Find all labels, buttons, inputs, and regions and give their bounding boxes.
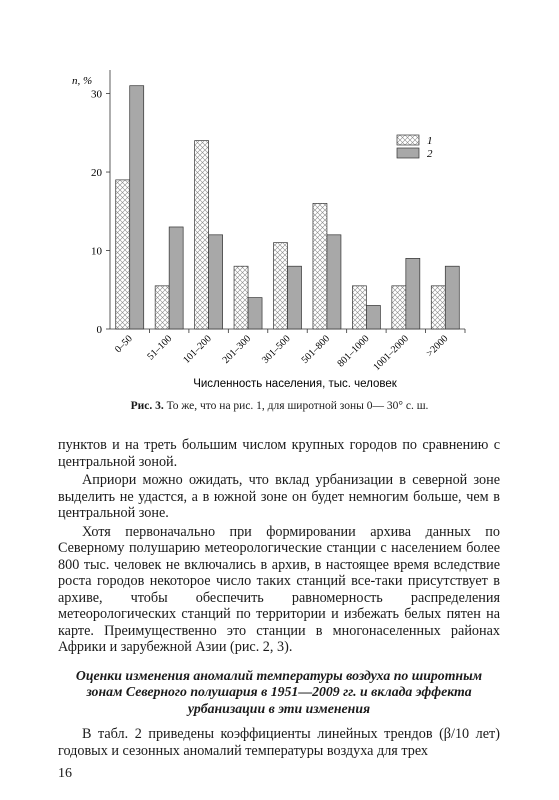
x-tick-label: 801–1000: [335, 333, 372, 370]
legend-swatch: [397, 135, 419, 145]
legend-label: 1: [427, 135, 433, 147]
y-tick-label: 20: [91, 167, 102, 180]
figure-caption: [0, 400, 559, 412]
figure-caption-text: То же, что на рис. 1, для широтной зоны 0— 30° с. ш.: [166, 400, 429, 412]
section-heading: Оценки изменения аномалий температуры воздуха по широтным зонам Северного полушария в 1951—2009 гг. и вклада эффекта урбанизации в эти изменения: [75, 667, 483, 716]
x-tick-label: 1001–2000: [371, 333, 411, 373]
bar: [445, 266, 459, 329]
x-tick-label: 51–100: [145, 333, 175, 363]
x-tick-label: 501–800: [299, 333, 333, 366]
bar: [209, 235, 223, 329]
x-tick-labels: [113, 333, 450, 373]
bar: [392, 286, 406, 329]
bar: [431, 286, 445, 329]
paragraph: Априори можно ожидать, что вклад урбанизации в северной зоне выделить не удастся, а в южной зоне он будет немногим больше, чем в центральной зоне.: [58, 472, 500, 521]
bar: [274, 243, 288, 329]
figure-caption-label: Рис. 3.: [130, 400, 164, 412]
bar: [406, 258, 420, 329]
y-axis-label: n, %: [72, 75, 93, 87]
x-tick-label: 201–300: [220, 333, 254, 366]
chart-legend: [397, 135, 433, 160]
bar: [155, 286, 169, 329]
y-tick-label: 30: [91, 88, 102, 101]
legend-swatch: [397, 148, 419, 158]
bar: [130, 86, 144, 329]
bar: [352, 286, 366, 329]
x-tick-label: 0–50: [112, 333, 135, 356]
bar: [248, 298, 262, 329]
bar: [234, 266, 248, 329]
paragraph: Хотя первоначально при формировании архива данных по Северному полушарию метеорологические станции с населением более 800 тыс. человек не включались в архив, в настоящее время вследствие роста городов некоторое число таких станций все-таки присутствует в архиве, чтобы обеспечить равномерность распределения метеорологических станций по территории и избежать белых пятен на карте. Преимущественно это станции в многонаселенных районах Африки и зарубежной Азии (рис. 2, 3).: [58, 523, 500, 655]
bar: [195, 141, 209, 329]
x-tick-label: >2000: [424, 333, 451, 360]
page-number: 16: [58, 766, 72, 781]
bar: [169, 227, 183, 329]
bar: [313, 203, 327, 329]
paragraph: пунктов и на треть большим числом крупных городов по сравнению с центральной зоной.: [58, 437, 500, 470]
article-body: [58, 437, 500, 759]
bar: [116, 180, 130, 329]
x-tick-label: 101–200: [181, 333, 214, 366]
bar: [366, 305, 380, 329]
bar: [288, 266, 302, 329]
x-axis-label: Численность населения, тыс. человек: [193, 378, 397, 390]
paragraph: В табл. 2 приведены коэффициенты линейных трендов (β/10 лет) годовых и сезонных аномалий температуры воздуха для трех: [58, 726, 500, 759]
bar: [327, 235, 341, 329]
legend-label: 2: [427, 148, 433, 160]
chart-bars: [116, 86, 460, 329]
y-tick-label: 10: [91, 245, 102, 258]
x-tick-label: 301–500: [260, 333, 293, 366]
y-tick-label: 0: [96, 324, 102, 336]
